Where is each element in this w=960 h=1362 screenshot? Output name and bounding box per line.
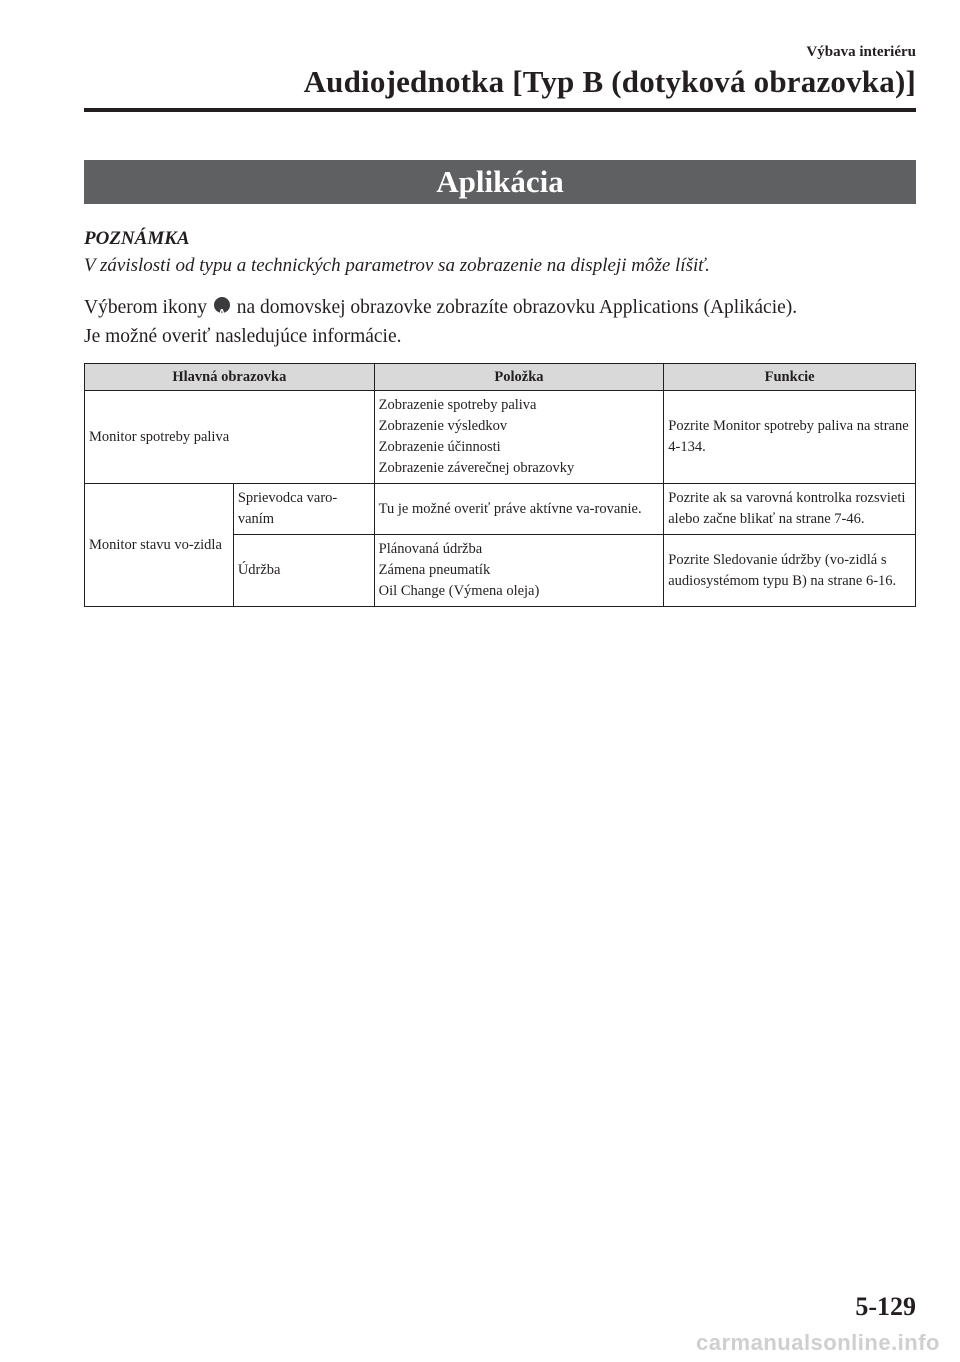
list-item: Oil Change (Výmena oleja) (378, 583, 540, 599)
section-name: Výbava interiéru (806, 44, 916, 60)
row2-sub2-items (374, 535, 664, 607)
list-item: Zámena pneumatík (378, 562, 491, 578)
note-label: POZNÁMKA (84, 228, 190, 249)
list-item: Zobrazenie účinnosti (378, 439, 501, 455)
body-text-line2: Je možné overiť nasledujúce informácie. (84, 326, 402, 347)
table-row (85, 484, 916, 535)
body-text-before-icon: Výberom ikony (84, 297, 207, 318)
row1-items (374, 391, 664, 484)
list-item: Zobrazenie záverečnej obrazovky (378, 460, 575, 476)
section-banner: Aplikácia (84, 160, 916, 204)
row2-main: Monitor stavu vo-zidla (85, 484, 234, 607)
row1-main: Monitor spotreby paliva (85, 391, 375, 484)
header-item: Položka (374, 364, 664, 391)
page-number: 5-129 (855, 1292, 916, 1321)
list-item: Plánovaná údržba (378, 541, 483, 557)
table-row (85, 391, 916, 484)
row2-sub1-item: Tu je možné overiť práve aktívne va-rovanie. (374, 484, 664, 535)
header-function: Funkcie (664, 364, 916, 391)
applications-table (84, 363, 916, 607)
row1-function: Pozrite Monitor spotreby paliva na strane 4-134. (664, 391, 916, 484)
row2-sub2-function: Pozrite Sledovanie údržby (vo-zidlá s audiosystémom typu B) na strane 6-16. (664, 535, 916, 607)
header-divider (84, 108, 916, 112)
header-main-screen: Hlavná obrazovka (85, 364, 375, 391)
watermark: carmanualsonline.info (696, 1330, 940, 1355)
table-header-row (85, 364, 916, 391)
row2-sub1-name: Sprievodca varo-vaním (233, 484, 374, 535)
list-item: Zobrazenie spotreby paliva (378, 397, 537, 413)
applications-icon (214, 297, 230, 313)
row2-sub2-name: Údržba (233, 535, 374, 607)
note-text: V závislosti od typu a technických parametrov sa zobrazenie na displeji môže líšiť. (84, 255, 710, 276)
body-text-after-icon: na domovskej obrazovke zobrazíte obrazovku Applications (Aplikácie). (236, 297, 798, 318)
list-item: Zobrazenie výsledkov (378, 418, 508, 434)
row2-sub1-function: Pozrite ak sa varovná kontrolka rozsvieti alebo začne blikať na strane 7-46. (664, 484, 916, 535)
page-title: Audiojednotka [Typ B (dotyková obrazovka)] (303, 64, 916, 99)
body-paragraph (84, 293, 924, 351)
